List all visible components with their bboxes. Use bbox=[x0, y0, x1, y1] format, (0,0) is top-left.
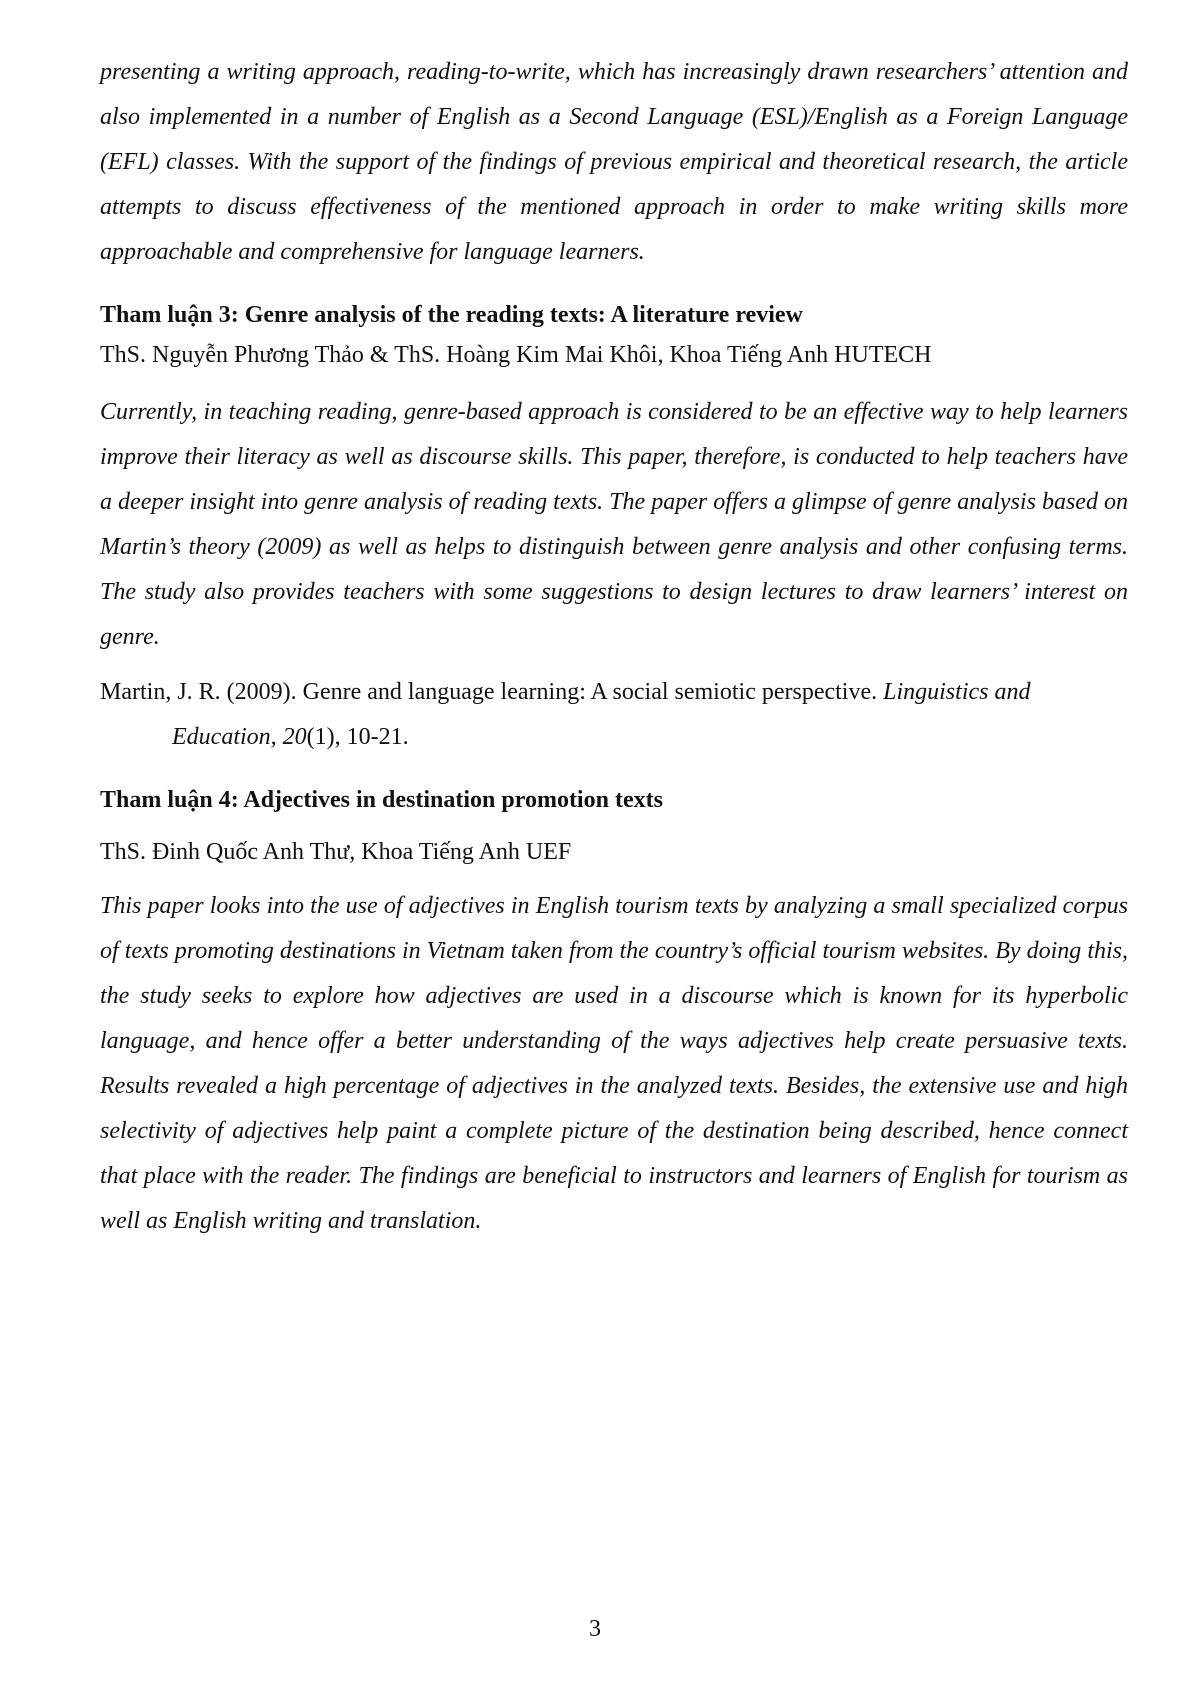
reference-tail: (1), 10-21. bbox=[306, 724, 409, 750]
talk-3-authors: ThS. Nguyễn Phương Thảo & ThS. Hoàng Kim Mai Khôi, Khoa Tiếng Anh HUTECH bbox=[100, 342, 932, 368]
reference-lead: Martin, J. R. (2009). Genre and language learning: A social semiotic perspective. bbox=[100, 679, 884, 705]
talk-3-title: Tham luận 3: Genre analysis of the reading texts: A literature review bbox=[100, 302, 803, 328]
talk-3-abstract: Currently, in teaching reading, genre-based approach is considered to be an effective way to help learners improve their literacy as well as discourse skills. This paper, therefore, is conducted to help teachers have a deeper insight into genre analysis of reading texts. The paper offers a glimpse of genre analysis based on Martin’s theory (2009) as well as helps to distinguish between genre analysis and other confusing terms. The study also provides teachers with some suggestions to design lectures to draw learners’ interest on genre. bbox=[100, 399, 1128, 650]
talk-3-section bbox=[100, 295, 1128, 760]
talk-4-section bbox=[100, 780, 1128, 1244]
intro-abstract: presenting a writing approach, reading-to-write, which has increasingly drawn researchers’ attention and also implemented in a number of English as a Second Language (ESL)/English as a Foreign Language (EFL) classes. With the support of the findings of previous empirical and theoretical research, the article attempts to discuss effectiveness of the mentioned approach in order to make writing skills more approachable and comprehensive for language learners. bbox=[100, 59, 1128, 265]
talk-4-authors: ThS. Đinh Quốc Anh Thư, Khoa Tiếng Anh UEF bbox=[100, 839, 572, 865]
document-page bbox=[100, 50, 1128, 1244]
talk-4-title: Tham luận 4: Adjectives in destination promotion texts bbox=[100, 787, 663, 813]
page-number: 3 bbox=[589, 1616, 601, 1642]
talk-3-reference bbox=[100, 670, 1128, 760]
reference-volume: 20 bbox=[282, 724, 307, 750]
reference-journal: Linguistics and Education, bbox=[172, 679, 1031, 750]
talk-4-abstract: This paper looks into the use of adjectives in English tourism texts by analyzing a small specialized corpus of texts promoting destinations in Vietnam taken from the country’s official tourism websites. By doing this, the study seeks to explore how adjectives are used in a discourse which is known for its hyperbolic language, and hence offer a better understanding of the ways adjectives help create persuasive texts. Results revealed a high percentage of adjectives in the analyzed texts. Besides, the extensive use and high selectivity of adjectives help paint a complete picture of the destination being described, hence connect that place with the reader. The findings are beneficial to instructors and learners of English for tourism as well as English writing and translation. bbox=[100, 893, 1128, 1234]
